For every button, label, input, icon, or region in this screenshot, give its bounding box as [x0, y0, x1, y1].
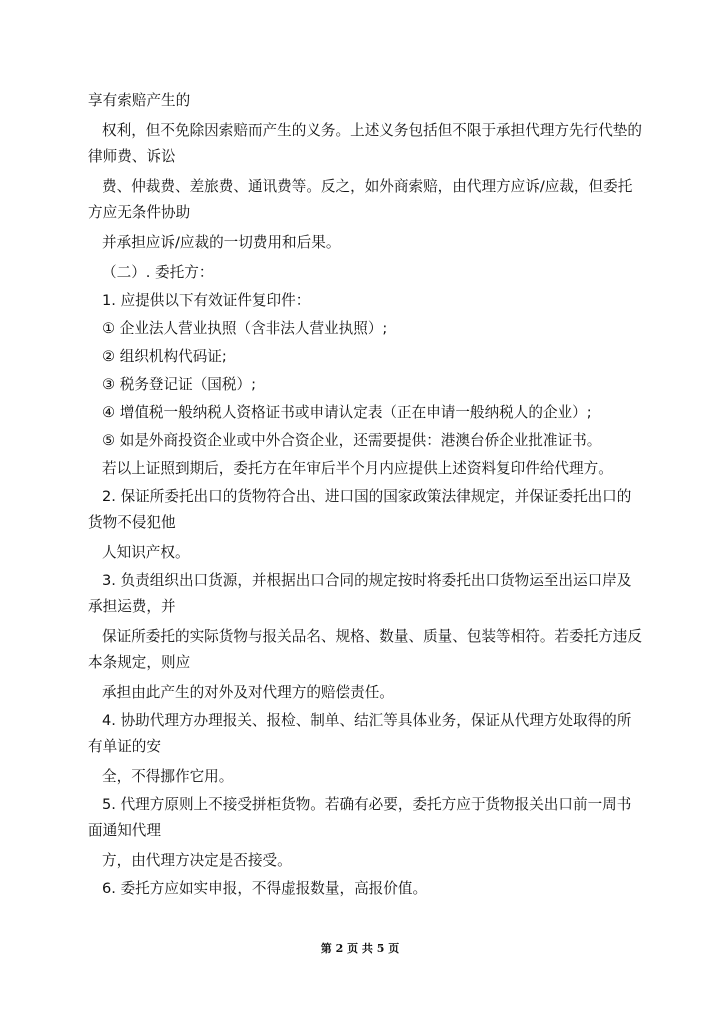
text-line: 若以上证照到期后，委托方在年审后半个月内应提供上述资料复印件给代理方。 [102, 460, 613, 477]
text-line: 1. 应提供以下有效证件复印件： [102, 292, 311, 309]
section-heading: （二）. 委托方： [102, 264, 214, 281]
text-line: 2. 保证所委托出口的货物符合出、进口国的国家政策法律规定，并保证委托出口的 [102, 488, 632, 505]
text-line: 本条规定，则应 [88, 654, 191, 671]
text-line: 5. 代理方原则上不接受拼柜货物。若确有必要，委托方应于货物报关出口前一周书 [102, 796, 632, 813]
list-item: ① 企业法人营业执照（含非法人营业执照）; [102, 320, 388, 337]
text-line: 4. 协助代理方办理报关、报检、制单、结汇等具体业务，保证从代理方处取得的所 [102, 712, 632, 729]
text-line: 保证所委托的实际货物与报关品名、规格、数量、质量、包装等相符。若委托方违反 [102, 628, 642, 645]
list-item: ② 组织机构代码证; [102, 348, 227, 365]
text-line: 货物不侵犯他 [88, 514, 176, 531]
text-line: 全，不得挪作它用。 [102, 768, 234, 785]
text-line: 3. 负责组织出口货源，并根据出口合同的规定按时将委托出口货物运至出运口岸及 [102, 572, 632, 589]
text-line: 有单证的安 [88, 738, 161, 755]
text-line: 律师费、诉讼 [88, 148, 176, 165]
list-item: ③ 税务登记证（国税）; [102, 376, 256, 393]
text-line: 面通知代理 [88, 822, 161, 839]
text-line: 方应无条件协助 [88, 204, 191, 221]
list-item: ④ 增值税一般纳税人资格证书或申请认定表（正在申请一般纳税人的企业）; [102, 404, 592, 421]
text-line: 享有索赔产生的 [88, 92, 191, 109]
text-line: 权利，但不免除因索赔而产生的义务。上述义务包括但不限于承担代理方先行代垫的 [102, 122, 642, 139]
text-line: 承担运费，并 [88, 598, 176, 615]
text-line: 人知识产权。 [102, 544, 190, 561]
text-line: 承担由此产生的对外及对代理方的赔偿责任。 [102, 684, 394, 701]
text-line: 方，由代理方决定是否接受。 [102, 852, 292, 869]
page-footer: 第 2 页 共 5 页 [320, 942, 400, 955]
list-item: ⑤ 如是外商投资企业或中外合资企业，还需要提供：港澳台侨企业批准证书。 [102, 432, 602, 449]
text-line: 并承担应诉/应裁的一切费用和后果。 [102, 234, 341, 251]
text-line: 6. 委托方应如实申报，不得虚报数量，高报价值。 [102, 880, 428, 897]
text-line: 费、仲裁费、差旅费、通讯费等。反之，如外商索赔，由代理方应诉/应裁，但委托 [102, 178, 633, 195]
